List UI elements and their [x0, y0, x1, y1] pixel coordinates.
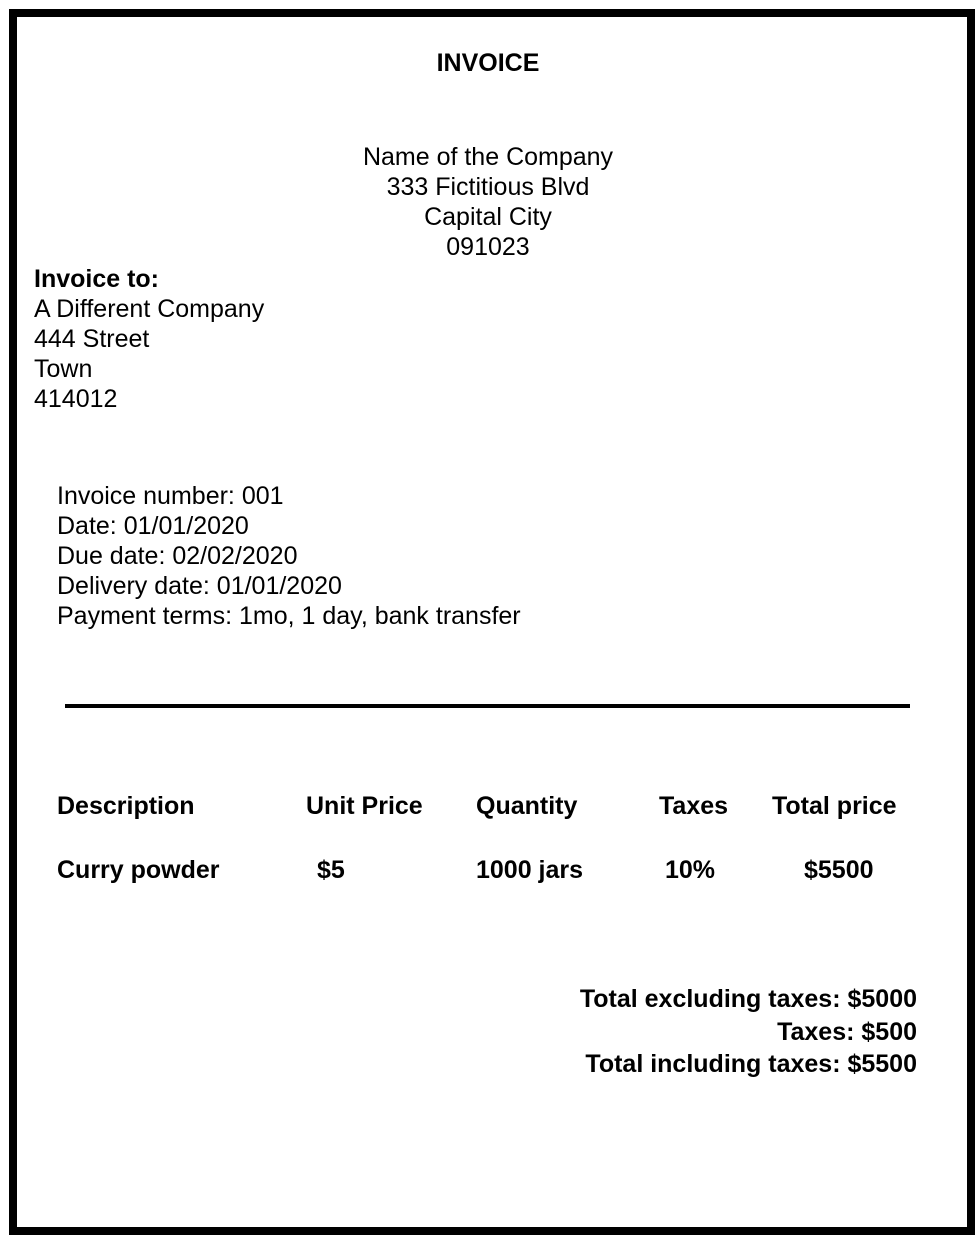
- item-taxes: 10%: [665, 856, 716, 884]
- seller-name: Name of the Company: [362, 143, 614, 171]
- header-unit-price: Unit Price: [306, 792, 423, 820]
- invoice-details: [57, 481, 521, 631]
- seller-address: [0, 142, 976, 262]
- totals-summary: [580, 983, 917, 1081]
- header-taxes: Taxes: [659, 792, 729, 820]
- bill-to-name: A Different Company: [34, 295, 265, 323]
- delivery-date: Delivery date: 01/01/2020: [57, 572, 342, 600]
- header-quantity: Quantity: [476, 792, 578, 820]
- bill-to-town: Town: [34, 355, 93, 383]
- item-unit-price: $5: [317, 856, 345, 884]
- seller-street: 333 Fictitious Blvd: [386, 173, 590, 201]
- invoice-number: Invoice number: 001: [57, 482, 284, 510]
- payment-terms: Payment terms: 1mo, 1 day, bank transfer: [57, 602, 521, 630]
- bill-to-heading: Invoice to:: [34, 265, 160, 293]
- seller-city: Capital City: [424, 203, 552, 231]
- bill-to-street: 444 Street: [34, 325, 150, 353]
- invoice-title: INVOICE: [436, 49, 540, 77]
- section-divider: [65, 704, 910, 708]
- header-total-price: Total price: [772, 792, 897, 820]
- item-description: Curry powder: [57, 856, 220, 884]
- item-quantity: 1000 jars: [476, 856, 584, 884]
- total-including-taxes: Total including taxes: $5500: [585, 1050, 917, 1078]
- item-total-price: $5500: [804, 856, 874, 884]
- seller-postcode: 091023: [446, 233, 530, 261]
- bill-to-address: [34, 264, 264, 414]
- header-description: Description: [57, 792, 195, 820]
- invoice-date: Date: 01/01/2020: [57, 512, 249, 540]
- total-excluding-taxes: Total excluding taxes: $5000: [579, 985, 917, 1013]
- bill-to-postcode: 414012: [34, 385, 118, 413]
- due-date: Due date: 02/02/2020: [57, 542, 298, 570]
- total-taxes: Taxes: $500: [777, 1017, 917, 1046]
